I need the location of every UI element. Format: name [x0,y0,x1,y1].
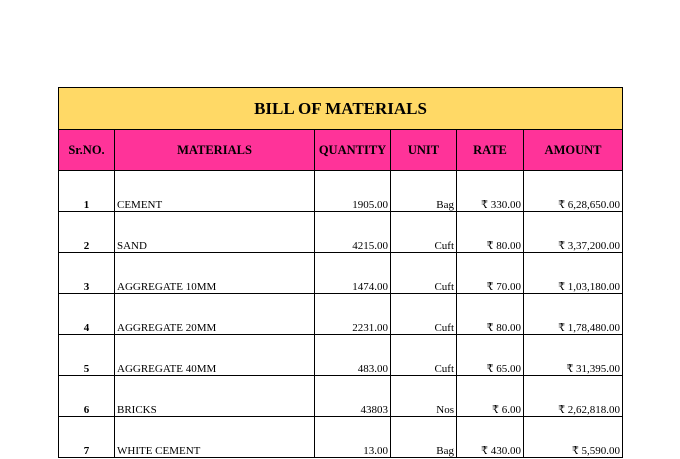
sr-no-cell: 2 [59,212,115,253]
title-row [59,88,623,130]
table-row [59,212,623,253]
sr-no-cell: 3 [59,253,115,294]
unit-cell: Cuft [391,253,457,294]
material-cell: AGGREGATE 10MM [115,253,315,294]
rate-cell: ₹ 330.00 [457,171,524,212]
table-row [59,171,623,212]
amount-cell: ₹ 1,78,480.00 [524,294,623,335]
sr-no-cell: 7 [59,417,115,458]
quantity-cell: 1474.00 [315,253,391,294]
material-cell: CEMENT [115,171,315,212]
quantity-cell: 1905.00 [315,171,391,212]
material-cell: AGGREGATE 20MM [115,294,315,335]
header-quantity: QUANTITY [315,130,391,171]
rate-cell: ₹ 6.00 [457,376,524,417]
rate-cell: ₹ 80.00 [457,294,524,335]
table-title: BILL OF MATERIALS [59,88,623,130]
sr-no-cell: 6 [59,376,115,417]
rate-cell: ₹ 80.00 [457,212,524,253]
rate-cell: ₹ 65.00 [457,335,524,376]
header-materials: MATERIALS [115,130,315,171]
material-cell: WHITE CEMENT [115,417,315,458]
table-row [59,417,623,458]
bill-of-materials-table [58,87,623,458]
amount-cell: ₹ 3,37,200.00 [524,212,623,253]
material-cell: BRICKS [115,376,315,417]
material-cell: AGGREGATE 40MM [115,335,315,376]
quantity-cell: 2231.00 [315,294,391,335]
table-row [59,294,623,335]
rate-cell: ₹ 430.00 [457,417,524,458]
unit-cell: Cuft [391,212,457,253]
quantity-cell: 4215.00 [315,212,391,253]
material-cell: SAND [115,212,315,253]
unit-cell: Cuft [391,335,457,376]
amount-cell: ₹ 31,395.00 [524,335,623,376]
table-row [59,335,623,376]
header-rate: RATE [457,130,524,171]
sr-no-cell: 5 [59,335,115,376]
quantity-cell: 483.00 [315,335,391,376]
quantity-cell: 43803 [315,376,391,417]
header-sr-no: Sr.NO. [59,130,115,171]
amount-cell: ₹ 6,28,650.00 [524,171,623,212]
unit-cell: Bag [391,417,457,458]
amount-cell: ₹ 2,62,818.00 [524,376,623,417]
table-row [59,376,623,417]
rate-cell: ₹ 70.00 [457,253,524,294]
sr-no-cell: 4 [59,294,115,335]
amount-cell: ₹ 1,03,180.00 [524,253,623,294]
amount-cell: ₹ 5,590.00 [524,417,623,458]
unit-cell: Cuft [391,294,457,335]
table-row [59,253,623,294]
sr-no-cell: 1 [59,171,115,212]
header-row [59,130,623,171]
unit-cell: Nos [391,376,457,417]
header-amount: AMOUNT [524,130,623,171]
header-unit: UNIT [391,130,457,171]
unit-cell: Bag [391,171,457,212]
quantity-cell: 13.00 [315,417,391,458]
